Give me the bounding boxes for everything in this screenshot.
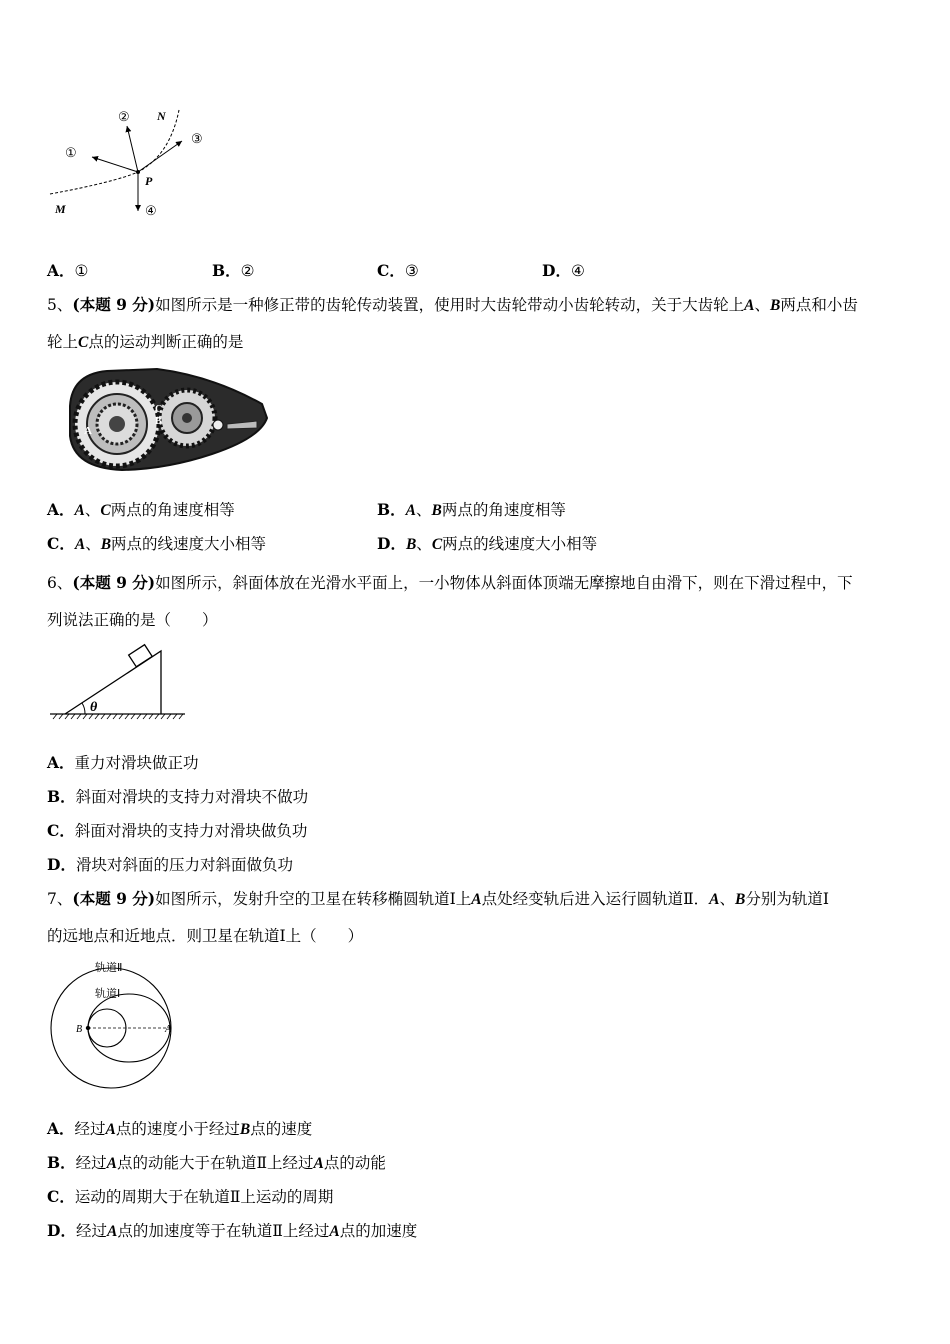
option-text: ① [74, 262, 89, 280]
q7-stem-line2: 的远地点和近地点．则卫星在轨道Ⅰ上（ ） [47, 927, 364, 945]
label-a: A [165, 1024, 172, 1035]
q6-stem-line1: 6、(本题 9 分)如图所示，斜面体放在光滑水平面上，一小物体从斜面体顶端无摩擦地自由滑下，则在下滑过程中，下 [47, 573, 853, 592]
q5-option-d[interactable]: D．B、C两点的线速度大小相等 [377, 534, 598, 553]
q7-option-d[interactable]: D．经过A点的加速度等于在轨道Ⅱ上经过A点的加速度 [47, 1221, 418, 1240]
q7-option-b[interactable]: B．经过A点的动能大于在轨道Ⅱ上经过A点的动能 [47, 1153, 386, 1172]
option-text: ③ [404, 262, 419, 280]
option-letter: A． [47, 261, 75, 280]
option-letter: D． [542, 261, 571, 280]
q5-option-b[interactable]: B．A、B两点的角速度相等 [377, 500, 566, 519]
label-b: B [155, 416, 162, 427]
arrow-3 [138, 141, 182, 172]
q4-option-c[interactable] [377, 261, 419, 281]
label-m: M [55, 202, 66, 216]
label-arrow3: ③ [191, 131, 203, 146]
q4-figure [45, 100, 215, 225]
q5-option-a[interactable]: A．A、C两点的角速度相等 [47, 500, 235, 519]
label-b: B [76, 1024, 83, 1035]
orbit-2-label: 轨道Ⅱ [95, 962, 123, 974]
q4-option-a[interactable] [47, 261, 88, 281]
label-arrow4: ④ [145, 203, 157, 218]
q5-option-c[interactable]: C．A、B两点的线速度大小相等 [47, 534, 267, 553]
label-p: P [145, 174, 153, 188]
q6-incline-figure [45, 643, 190, 723]
q7-orbit-figure [45, 958, 180, 1090]
block [129, 645, 153, 667]
option-letter: C． [377, 261, 405, 280]
label-c: C [155, 404, 163, 415]
q6-option-a[interactable]: A．重力对滑块做正功 [47, 753, 199, 772]
q6-stem-line2: 列说法正确的是（ ） [47, 611, 218, 629]
angle-label: θ [90, 700, 98, 715]
point-b [86, 1026, 90, 1030]
option-letter: B． [212, 261, 241, 280]
q5-stem-line1: 5、(本题 9 分)如图所示是一种修正带的齿轮传动装置，使用时大齿轮带动小齿轮转动，关于大齿轮上A、B两点和小齿 [47, 295, 858, 314]
ground-hatch [53, 714, 183, 719]
arrow-1 [92, 157, 138, 172]
q6-option-b[interactable]: B．斜面对滑块的支持力对滑块不做功 [47, 787, 309, 806]
q7-option-a[interactable]: A．经过A点的速度小于经过B点的速度 [47, 1119, 313, 1138]
angle-arc [82, 703, 85, 714]
q6-option-d[interactable]: D．滑块对斜面的压力对斜面做负功 [47, 855, 293, 874]
q5-stem-line2: 轮上C点的运动判断正确的是 [47, 333, 244, 351]
q4-option-b[interactable] [212, 261, 255, 281]
point-p [136, 170, 140, 174]
label-a: A [84, 425, 92, 437]
q7-option-c[interactable]: C．运动的周期大于在轨道Ⅱ上运动的周期 [47, 1187, 334, 1206]
q7-stem-line1: 7、(本题 9 分)如图所示，发射升空的卫星在转移椭圆轨道Ⅰ上A点处经变轨后进入运行圆轨道Ⅱ．A、B分别为轨道Ⅰ [47, 889, 829, 908]
q4-option-d[interactable] [542, 261, 585, 281]
orbit-1-label: 轨道Ⅰ [95, 988, 121, 1000]
label-arrow2: ② [118, 109, 130, 124]
label-arrow1: ① [65, 145, 77, 160]
option-text: ② [240, 262, 255, 280]
option-text: ④ [570, 262, 585, 280]
q5-gear-figure [62, 366, 272, 476]
q6-option-c[interactable]: C．斜面对滑块的支持力对滑块做负功 [47, 821, 308, 840]
arrow-2 [127, 126, 138, 172]
label-n: N [157, 109, 166, 123]
